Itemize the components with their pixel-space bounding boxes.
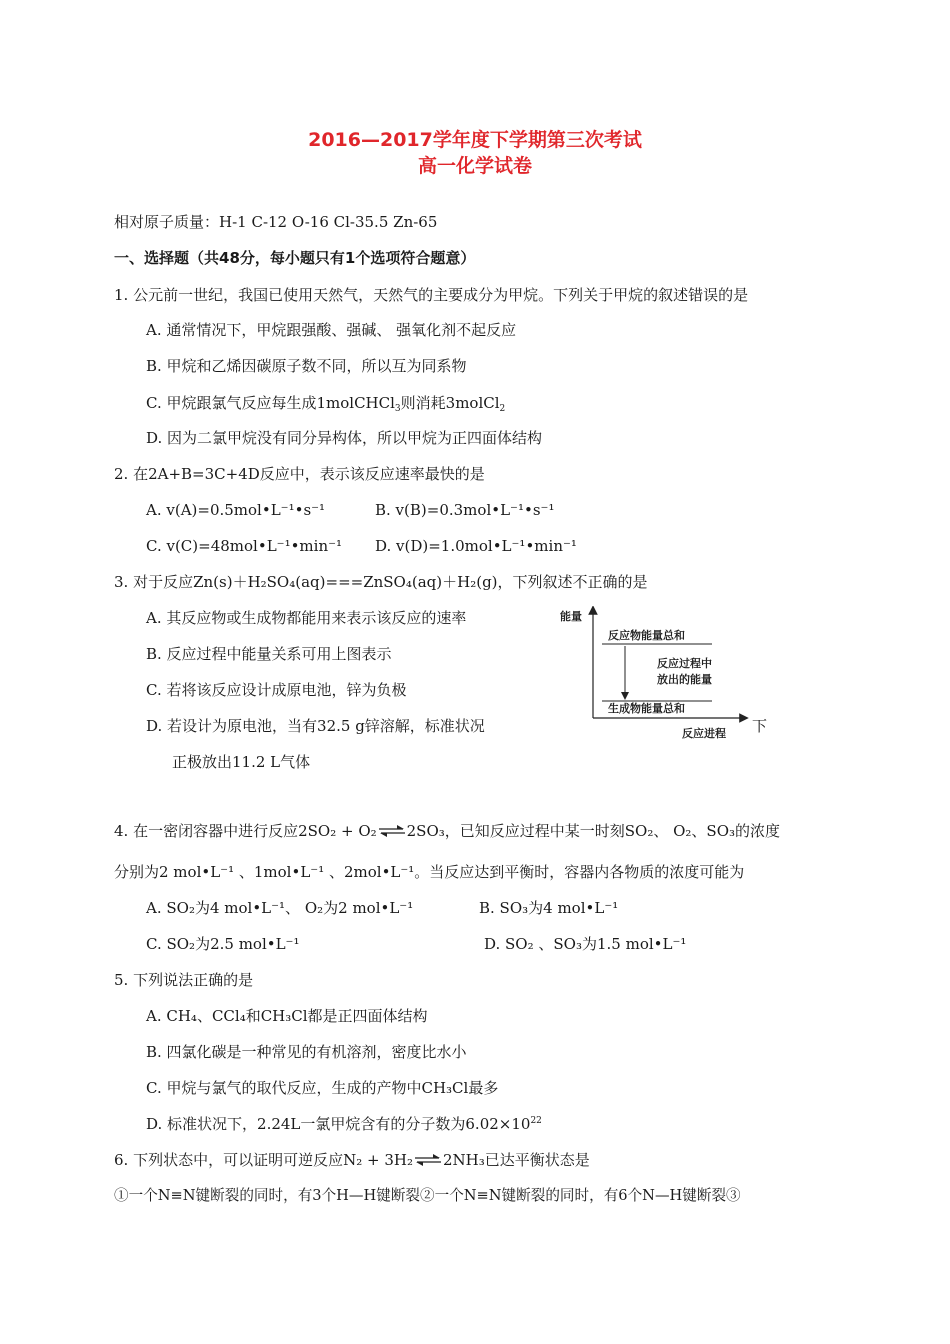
q2-option-a: A. v(A)=0.5mol•L⁻¹•s⁻¹: [146, 501, 326, 519]
q5-option-c: C. 甲烷与氯气的取代反应，生成的产物中CH₃Cl最多: [146, 1079, 499, 1097]
q3-option-b: B. 反应过程中能量关系可用上图表示: [146, 645, 392, 663]
equilibrium-arrow-icon: [413, 1154, 443, 1166]
q5-stem: 5. 下列说法正确的是: [114, 971, 254, 989]
q6-stem: 6. 下列状态中，可以证明可逆反应N₂ + 3H₂ 2NH₃已达平衡状态是: [114, 1151, 590, 1169]
reactant-label: 反应物能量总和: [608, 629, 685, 642]
q1-stem: 1. 公元前一世纪，我国已使用天然气，天然气的主要成分为甲烷。下列关于甲烷的叙述错误的是: [114, 286, 749, 304]
q1-option-d: D. 因为二氯甲烷没有同分异构体，所以甲烷为正四面体结构: [146, 429, 543, 447]
q3-option-d: D. 若设计为原电池，当有32.5 g锌溶解，标准状况: [146, 717, 485, 735]
release-label-1: 反应过程中: [657, 657, 712, 670]
equilibrium-arrow-icon: [377, 825, 407, 837]
q4-option-c: C. SO₂为2.5 mol•L⁻¹: [146, 935, 300, 953]
atomic-mass: 相对原子质量：H-1 C-12 O-16 Cl-35.5 Zn-65: [114, 213, 438, 231]
q2-stem: 2. 在2A+B=3C+4D反应中，表示该反应速率最快的是: [114, 465, 485, 483]
q6-statements: ①一个N≡N键断裂的同时，有3个H—H键断裂②一个N≡N键断裂的同时，有6个N—H键断裂③: [114, 1187, 741, 1204]
release-label-2: 放出的能量: [657, 673, 712, 686]
product-label: 生成物能量总和: [608, 702, 685, 715]
q4-stem: 4. 在一密闭容器中进行反应2SO₂ + O₂ 2SO₃，已知反应过程中某一时刻SO₂、 O₂、SO₃的浓度: [114, 822, 781, 840]
q4-option-a: A. SO₂为4 mol•L⁻¹、 O₂为2 mol•L⁻¹: [146, 899, 414, 917]
q2-option-b: B. v(B)=0.3mol•L⁻¹•s⁻¹: [375, 501, 555, 519]
q5-option-a: A. CH₄、CCl₄和CH₃Cl都是正四面体结构: [146, 1007, 428, 1025]
x-axis-label: 反应进程: [682, 727, 726, 740]
q2-option-c: C. v(C)=48mol•L⁻¹•min⁻¹: [146, 537, 343, 555]
q3-option-d-cont: 正极放出11.2 L气体: [172, 753, 311, 771]
q3-stem: 3. 对于反应Zn(s)＋H₂SO₄(aq)===ZnSO₄(aq)＋H₂(g)，下列叙述不正确的是: [114, 573, 648, 591]
q2-option-d: D. v(D)=1.0mol•L⁻¹•min⁻¹: [375, 537, 577, 555]
q4-stem-cont: 分别为2 mol•L⁻¹ 、1mol•L⁻¹ 、2mol•L⁻¹。当反应达到平衡时，容器内各物质的浓度可能为: [114, 863, 745, 881]
q1-option-b: B. 甲烷和乙烯因碳原子数不同，所以互为同系物: [146, 357, 467, 375]
energy-diagram: [560, 606, 750, 746]
q1-option-a: A. 通常情况下，甲烷跟强酸、强碱、 强氧化剂不起反应: [146, 321, 517, 339]
q5-option-d: D. 标准状况下，2.24L一氯甲烷含有的分子数为$6.02\times 10^{22}$: [146, 1115, 542, 1133]
q3-option-c: C. 若将该反应设计成原电池，锌为负极: [146, 681, 407, 699]
q3-option-a: A. 其反应物或生成物都能用来表示该反应的速率: [146, 609, 467, 627]
exam-title: 2016—2017学年度下学期第三次考试: [308, 129, 642, 151]
q4-option-b: B. SO₃为4 mol•L⁻¹: [479, 899, 619, 917]
q1-option-c: C. 甲烷跟氯气反应每生成1molCHCl$_3$则消耗3molCl$_2$: [146, 394, 506, 414]
section-heading: 一、选择题（共48分，每小题只有1个选项符合题意）: [114, 249, 476, 267]
q3-option-d-tail: 下: [752, 717, 768, 735]
y-axis-label: 能量: [560, 610, 582, 623]
q5-option-b: B. 四氯化碳是一种常见的有机溶剂，密度比水小: [146, 1043, 467, 1061]
q4-option-d: D. SO₂ 、SO₃为1.5 mol•L⁻¹: [484, 935, 687, 953]
exam-subtitle: 高一化学试卷: [417, 155, 532, 177]
